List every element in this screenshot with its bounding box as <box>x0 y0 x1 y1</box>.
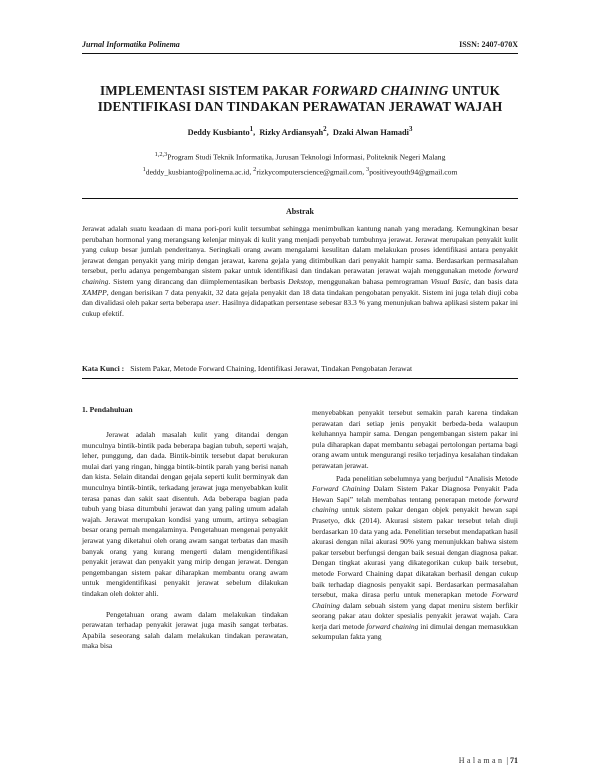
email-sup: 2 <box>253 165 257 173</box>
affiliation-line <box>82 149 518 164</box>
paragraph-italic: forward chaining <box>312 494 518 515</box>
keywords-rule <box>82 378 518 379</box>
keywords-label: Kata Kunci : <box>82 364 125 373</box>
issn: ISSN: 2407-070X <box>459 40 518 49</box>
email-link[interactable]: rizkycomputerscience@gmail.com, <box>256 167 367 177</box>
paragraph-text: Dalam Sistem Pakar Diagnosa Penyakit Pada Hewan Sapi” telah membahas tentang penerapan metode <box>312 484 518 504</box>
paragraph-italic: forward chaining <box>366 621 419 631</box>
left-column <box>82 430 288 652</box>
section-heading: 1. Pendahuluan <box>82 405 133 414</box>
title-part2: UNTUK IDENTIFIKASI DAN TINDAKAN PERAWATAN JERAWAT WAJAH <box>97 83 503 114</box>
author-sup: 1 <box>249 126 254 133</box>
affiliation-sup: 1,2,3 <box>154 151 168 158</box>
abstract-text: . Sistem yang dirancang dan diimplementasikan berbasis <box>108 276 289 286</box>
author-name: Rizky Ardiansyah <box>259 127 324 137</box>
email-link[interactable]: deddy_kusbianto@polinema.ac.id, <box>145 167 254 177</box>
journal-name: Jurnal Informatika Polinema <box>82 40 180 49</box>
keywords-text: Sistem Pakar, Metode Forward Chaining, Identifikasi Jerawat, Tindakan Pengobatan Jerawat <box>130 364 413 373</box>
abstract-text: , dan basis data <box>469 276 519 286</box>
author-sup: 2 <box>323 126 327 133</box>
author-name: Deddy Kusbianto <box>187 127 250 137</box>
abstract-body <box>82 224 518 319</box>
paragraph-text: Pada penelitian sebelumnya yang berjudul “Analisis Metode <box>336 473 518 483</box>
author-name: Dzaki Alwan Hamadi <box>332 127 409 137</box>
keywords <box>82 364 518 373</box>
email-sup: 3 <box>366 165 370 173</box>
abstract-top-rule <box>82 198 518 199</box>
abstract-italic: XAMPP <box>82 287 107 297</box>
footer-separator: | <box>506 756 508 765</box>
paragraph-text: dalam sebuah sistem yang dapat meniru sistem berfikir seorang pakar atau dokter spesialis penyakit jerawat wajah. Cara kerja dari metode <box>312 600 518 631</box>
paragraph-text: untuk sistem pakar dengan objek penyakit hewan sapi Prasetyo, dkk (2014). Akurasi sistem pakar tersebut telah diuji berdasarkan 10 data yang ada. Penelitian tersebut mendapatkan hasil akurasi dengan nilai akurasi 90% yang menunjukkan bahwa sistem pakar tersebut berfungsi dengan baik sesuai dengan diagnosa pakar. Dengan tingkat akurasi yang dikategorikan cukup baik tersebut, metode Forward Chaining dapat dikatakan berhasil dengan cukup baik terhadap diagnosis penyakit sapi. Berdasarkan permasalahan tersebut, maka dirasa perlu untuk menerapkan metode <box>312 505 518 600</box>
page-footer <box>459 756 518 765</box>
email-link[interactable]: positiveyouth94@gmail.com <box>369 167 458 177</box>
paper-title <box>60 83 540 115</box>
paragraph: Pengetahuan orang awam dalam melakukan tindakan perawatan terhadap penyakit jerawat juga masih sangat terbatas. Apabila seseorang salah dalam melakukan tindakan perawatan, maka bisa <box>82 609 288 651</box>
email-line <box>82 164 518 179</box>
author-sup: 3 <box>408 126 413 133</box>
abstract-italic: forward chaining <box>82 266 518 286</box>
paragraph-italic: Forward Chaining <box>312 590 518 610</box>
page-number: 71 <box>510 756 518 765</box>
title-italic: FORWARD CHAINING <box>312 83 449 98</box>
abstract-text: , dengan berisikan 7 data penyakit, 32 data gejala penyakit dan 18 data tindakan pengobatan penyakit. Sistem ini juga telah diuji coba dan divalidasi oleh pakar serta beberapa <box>82 287 518 308</box>
abstract-text: . Hasilnya didapatkan persentase sebesar 83.3 % yang menunjukan bahwa aplikasi sistem pakar ini cukup efektif. <box>82 298 518 318</box>
email-sup: 1 <box>142 165 146 173</box>
abstract-heading: Abstrak <box>285 207 314 216</box>
abstract-italic: user <box>205 298 219 308</box>
abstract-text: , menggunakan bahasa pemrograman <box>312 276 431 286</box>
paragraph-text: ini dimulai dengan memasukkan sekumpulan fakta yang <box>312 621 518 642</box>
paragraph: menyebabkan penyakit tersebut semakin parah karena tindakan perawatan dari setiap jenis penyakit berbeda-beda walaupun keluhannya hampir sama. Dengan pengembangan sistem pakar ini pula diharapkan dapat membantu sebagai pertolongan pertama bagi orang awam untuk mengurangi resiko terjadinya kesalahan tindakan perawatan jerawat. <box>312 408 518 470</box>
header-rule <box>82 53 518 54</box>
footer-label: Halaman <box>458 756 505 765</box>
paragraph: Jerawat adalah masalah kulit yang ditandai dengan munculnya bintik-bintik pada beberapa bagian tubuh, seperti wajah, leher, punggung, dan dada. Bintik-bintik tersebut dapat berukuran mulai dari yang ringan, hingga bintik-bintik parah yang berisi nanah dan kista. Selain ditandai dengan gejala seperti kulit berminyak dan munculnya bintik-bintik, terkadang jerawat juga menyebabkan kulit terasa panas dan sakit saat disentuh. Ada beberapa bagian pada tubuh yang biasa ditumbuhi jerawat dan yang paling umum adalah wajah. Jerawat merupakan kondisi yang umum, artinya sebagian besar orang pernah mengalaminya. Pengetahuan mengenai penyakit jerawat yang diketahui oleh orang awam sangat terbatas dan masih banyak orang yang kurang mengerti dalam mengidentifikasi penyakit jerawat dan penyakit yang mirip dengan jerawat. Dengan pengembangan sistem pakar diharapkan membantu orang awam untuk mengidentifikasi penyakit jerawat sebelum dilakukan tindakan oleh dokter ahli. <box>82 430 288 598</box>
affiliation <box>82 149 518 178</box>
author-list: Deddy Kusbianto$^1$, Rizky Ardiansyah$^2$, Dzaki Alwan Hamadi$^3$ <box>187 126 413 137</box>
right-column <box>312 408 518 643</box>
affiliation-text: Program Studi Teknik Informatika, Jurusan Teknologi Informasi, Politeknik Negeri Malang <box>167 152 446 162</box>
title-part1: IMPLEMENTASI SISTEM PAKAR <box>100 83 313 98</box>
abstract-italic: Visual Basic <box>430 276 470 286</box>
abstract-text: Jerawat adalah suatu keadaan di mana pori-pori kulit tersumbat sehingga menimbulkan kantung nanah yang meradang. Kemungkinan besar perubahan hormonal yang merangsang kelenjar minyak di kulit yang menjadi penyebab tumbuhnya jerawat. Jerawat merupakan penyakit kulit yang cukup besar jumlah penderitanya. Seringkali orang awam mengalami kesulitan dalam melakukan proses identifikasi antara penyakit jerawat dengan penyakit yang mirip dengan jerawat, karena gejala yang ditimbulkan dari penyakit hampir sama. Berdasarkan permasalahan tersebut, perlu adanya pengembangan sistem pakar untuk identifikasi dan tindakan perawatan jerawat wajah menggunakan metode <box>82 224 518 276</box>
paragraph <box>312 474 518 644</box>
paragraph-italic: Forward Chaining <box>312 484 370 494</box>
abstract-italic: Dekstop <box>288 276 313 286</box>
